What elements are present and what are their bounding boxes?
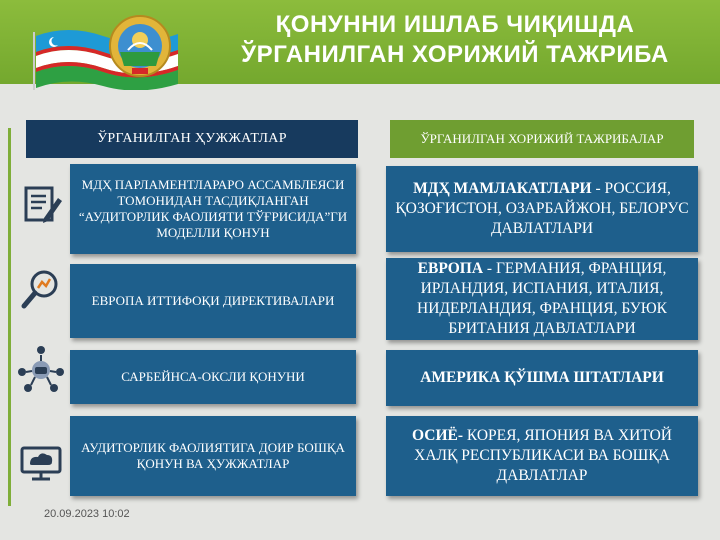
right-item-text: КОРЕЯ, ЯПОНИЯ ВА ХИТОЙ ХАЛҚ РЕСПУБЛИКАСИ ВА БОШҚА ДАВЛАТЛАР: [414, 427, 672, 484]
left-item-sarbanes-oxley: [70, 350, 356, 404]
right-item-text: - ГЕРМАНИЯ, ФРАНЦИЯ, ИРЛАНДИЯ, ИСПАНИЯ, ИТАЛИЯ, НИДЕРЛАНДИЯ, ФРАНЦИЯ, БУЮК БРИТАНИЯ ДАВЛАТЛАРИ: [417, 260, 667, 337]
left-item-model-law: [70, 164, 356, 254]
people-network-icon: [14, 342, 68, 396]
right-item-bold: ЕВРОПА: [417, 260, 484, 277]
left-accent-line: [8, 128, 11, 506]
left-item-text: САРБЕЙНСА-ОКСЛИ ҚОНУНИ: [121, 369, 305, 384]
right-column-heading: ЎРГАНИЛГАН ХОРИЖИЙ ТАЖРИБАЛАР: [390, 120, 694, 158]
right-item-bold: ОСИЁ-: [412, 427, 463, 444]
left-item-text: АУДИТОРЛИК ФАОЛИЯТИГА ДОИР БОШҚА ҚОНУН ВА ҲУЖЖАТЛАР: [81, 440, 345, 471]
right-item-usa: [386, 350, 698, 406]
title-line-1: ҚОНУННИ ИШЛАБ ЧИҚИШДА: [275, 11, 635, 38]
page-title: [200, 10, 710, 70]
right-item-europe: [386, 258, 698, 340]
slide-date: 20.09.2023 10:02: [44, 508, 130, 520]
title-line-2: ЎРГАНИЛГАН ХОРИЖИЙ ТАЖРИБА: [241, 41, 669, 68]
right-item-asia: [386, 416, 698, 496]
magnifier-chart-icon: [14, 262, 68, 316]
flag-emblem-logo: [28, 6, 188, 90]
cloud-computer-icon: [14, 432, 68, 486]
right-item-bold: МДҲ МАМЛАКАТЛАРИ: [413, 180, 592, 197]
left-item-text: МДҲ ПАРЛАМЕНТЛАРАРО АССАМБЛЕЯСИ ТОМОНИДАН ТАСДИҚЛАНГАН “АУДИТОРЛИК ФАОЛИЯТИ ТЎҒРИСИДА”ГИ МОДЕЛЛИ ҚОНУН: [78, 177, 348, 240]
right-item-cis: [386, 166, 698, 252]
left-item-eu-directives: [70, 264, 356, 338]
right-item-text: - РОССИЯ, ҚОЗОҒИСТОН, ОЗАРБАЙЖОН, БЕЛОРУС ДАВЛАТЛАРИ: [395, 180, 689, 237]
left-item-other-laws: [70, 416, 356, 496]
left-item-text: ЕВРОПА ИТТИФОҚИ ДИРЕКТИВАЛАРИ: [91, 293, 335, 308]
left-column-heading: ЎРГАНИЛГАН ҲУЖЖАТЛАР: [26, 120, 358, 158]
right-item-bold: АМЕРИКА ҚЎШМА ШТАТЛАРИ: [420, 369, 664, 386]
document-pen-icon: [14, 178, 68, 232]
